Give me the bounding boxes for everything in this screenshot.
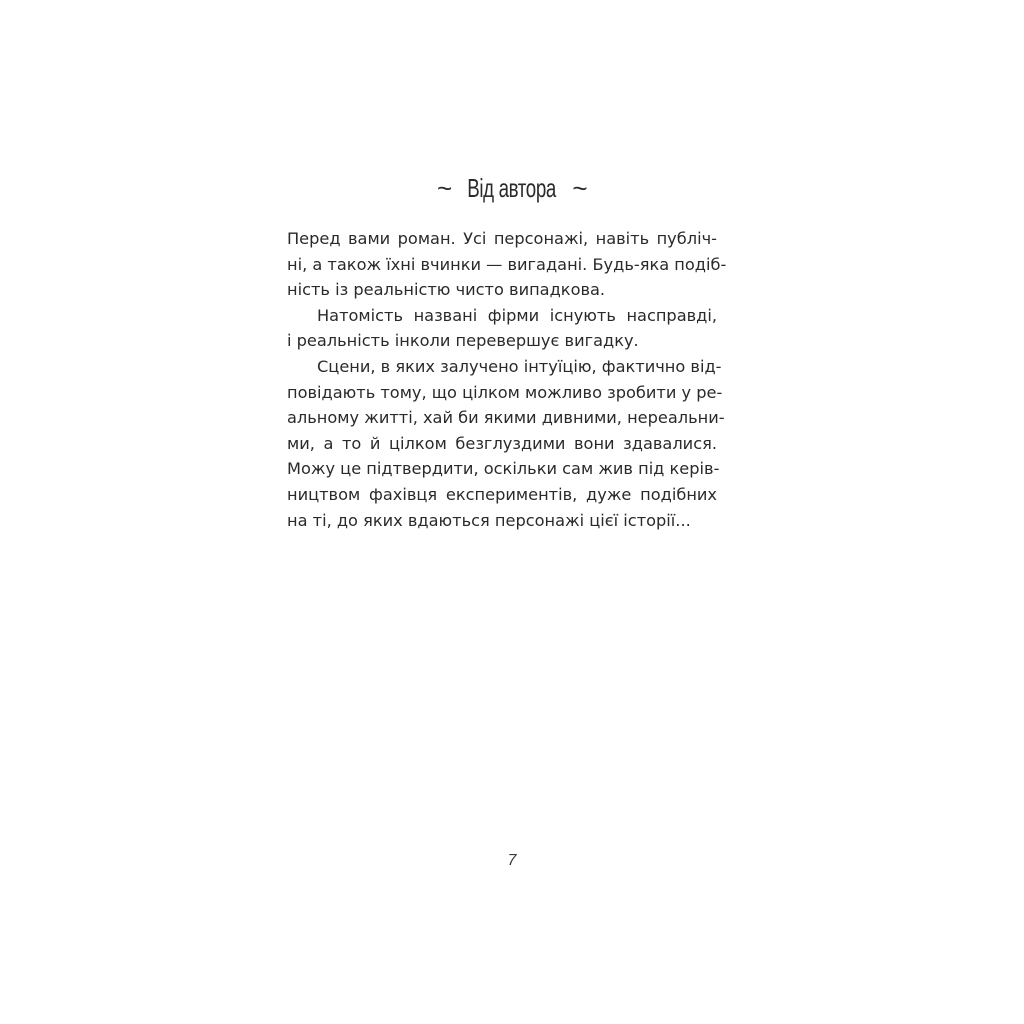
text-line: Можу це підтвердити, оскільки сам жив під керів- xyxy=(287,459,720,479)
text-line: на ті, до яких вдаються персонажі цієї історії... xyxy=(287,510,691,530)
tilde-ornament-left-icon: ~ xyxy=(436,173,452,203)
section-heading xyxy=(0,168,1024,208)
tilde-ornament-right-icon: ~ xyxy=(572,173,588,203)
text-line: Перед вами роман. Усі персонажі, навіть публіч- xyxy=(287,229,717,248)
text-line: ність із реальністю чисто випадкова. xyxy=(287,280,606,300)
text-line: альному житті, хай би якими дивними, нереальни- xyxy=(287,408,725,428)
page-number: 7 xyxy=(507,852,517,869)
body-text xyxy=(287,226,727,533)
text-line: ми, а то й цілком безглуздими вони здавалися. xyxy=(287,433,717,453)
text-line: Натомість названі фірми існують насправді, xyxy=(317,305,717,325)
heading-title: Від автора xyxy=(467,173,557,203)
text-line: ні, а також їхні вчинки — вигадані. Будь-яка подіб- xyxy=(287,254,727,274)
text-line: Сцени, в яких залучено інтуїцію, фактично від- xyxy=(317,356,722,376)
text-line: повідають тому, що цілком можливо зробити у ре- xyxy=(287,382,723,402)
text-line: ництвом фахівця експериментів, дуже подібних xyxy=(287,484,717,504)
text-line: і реальність інколи перевершує вигадку. xyxy=(287,331,639,351)
